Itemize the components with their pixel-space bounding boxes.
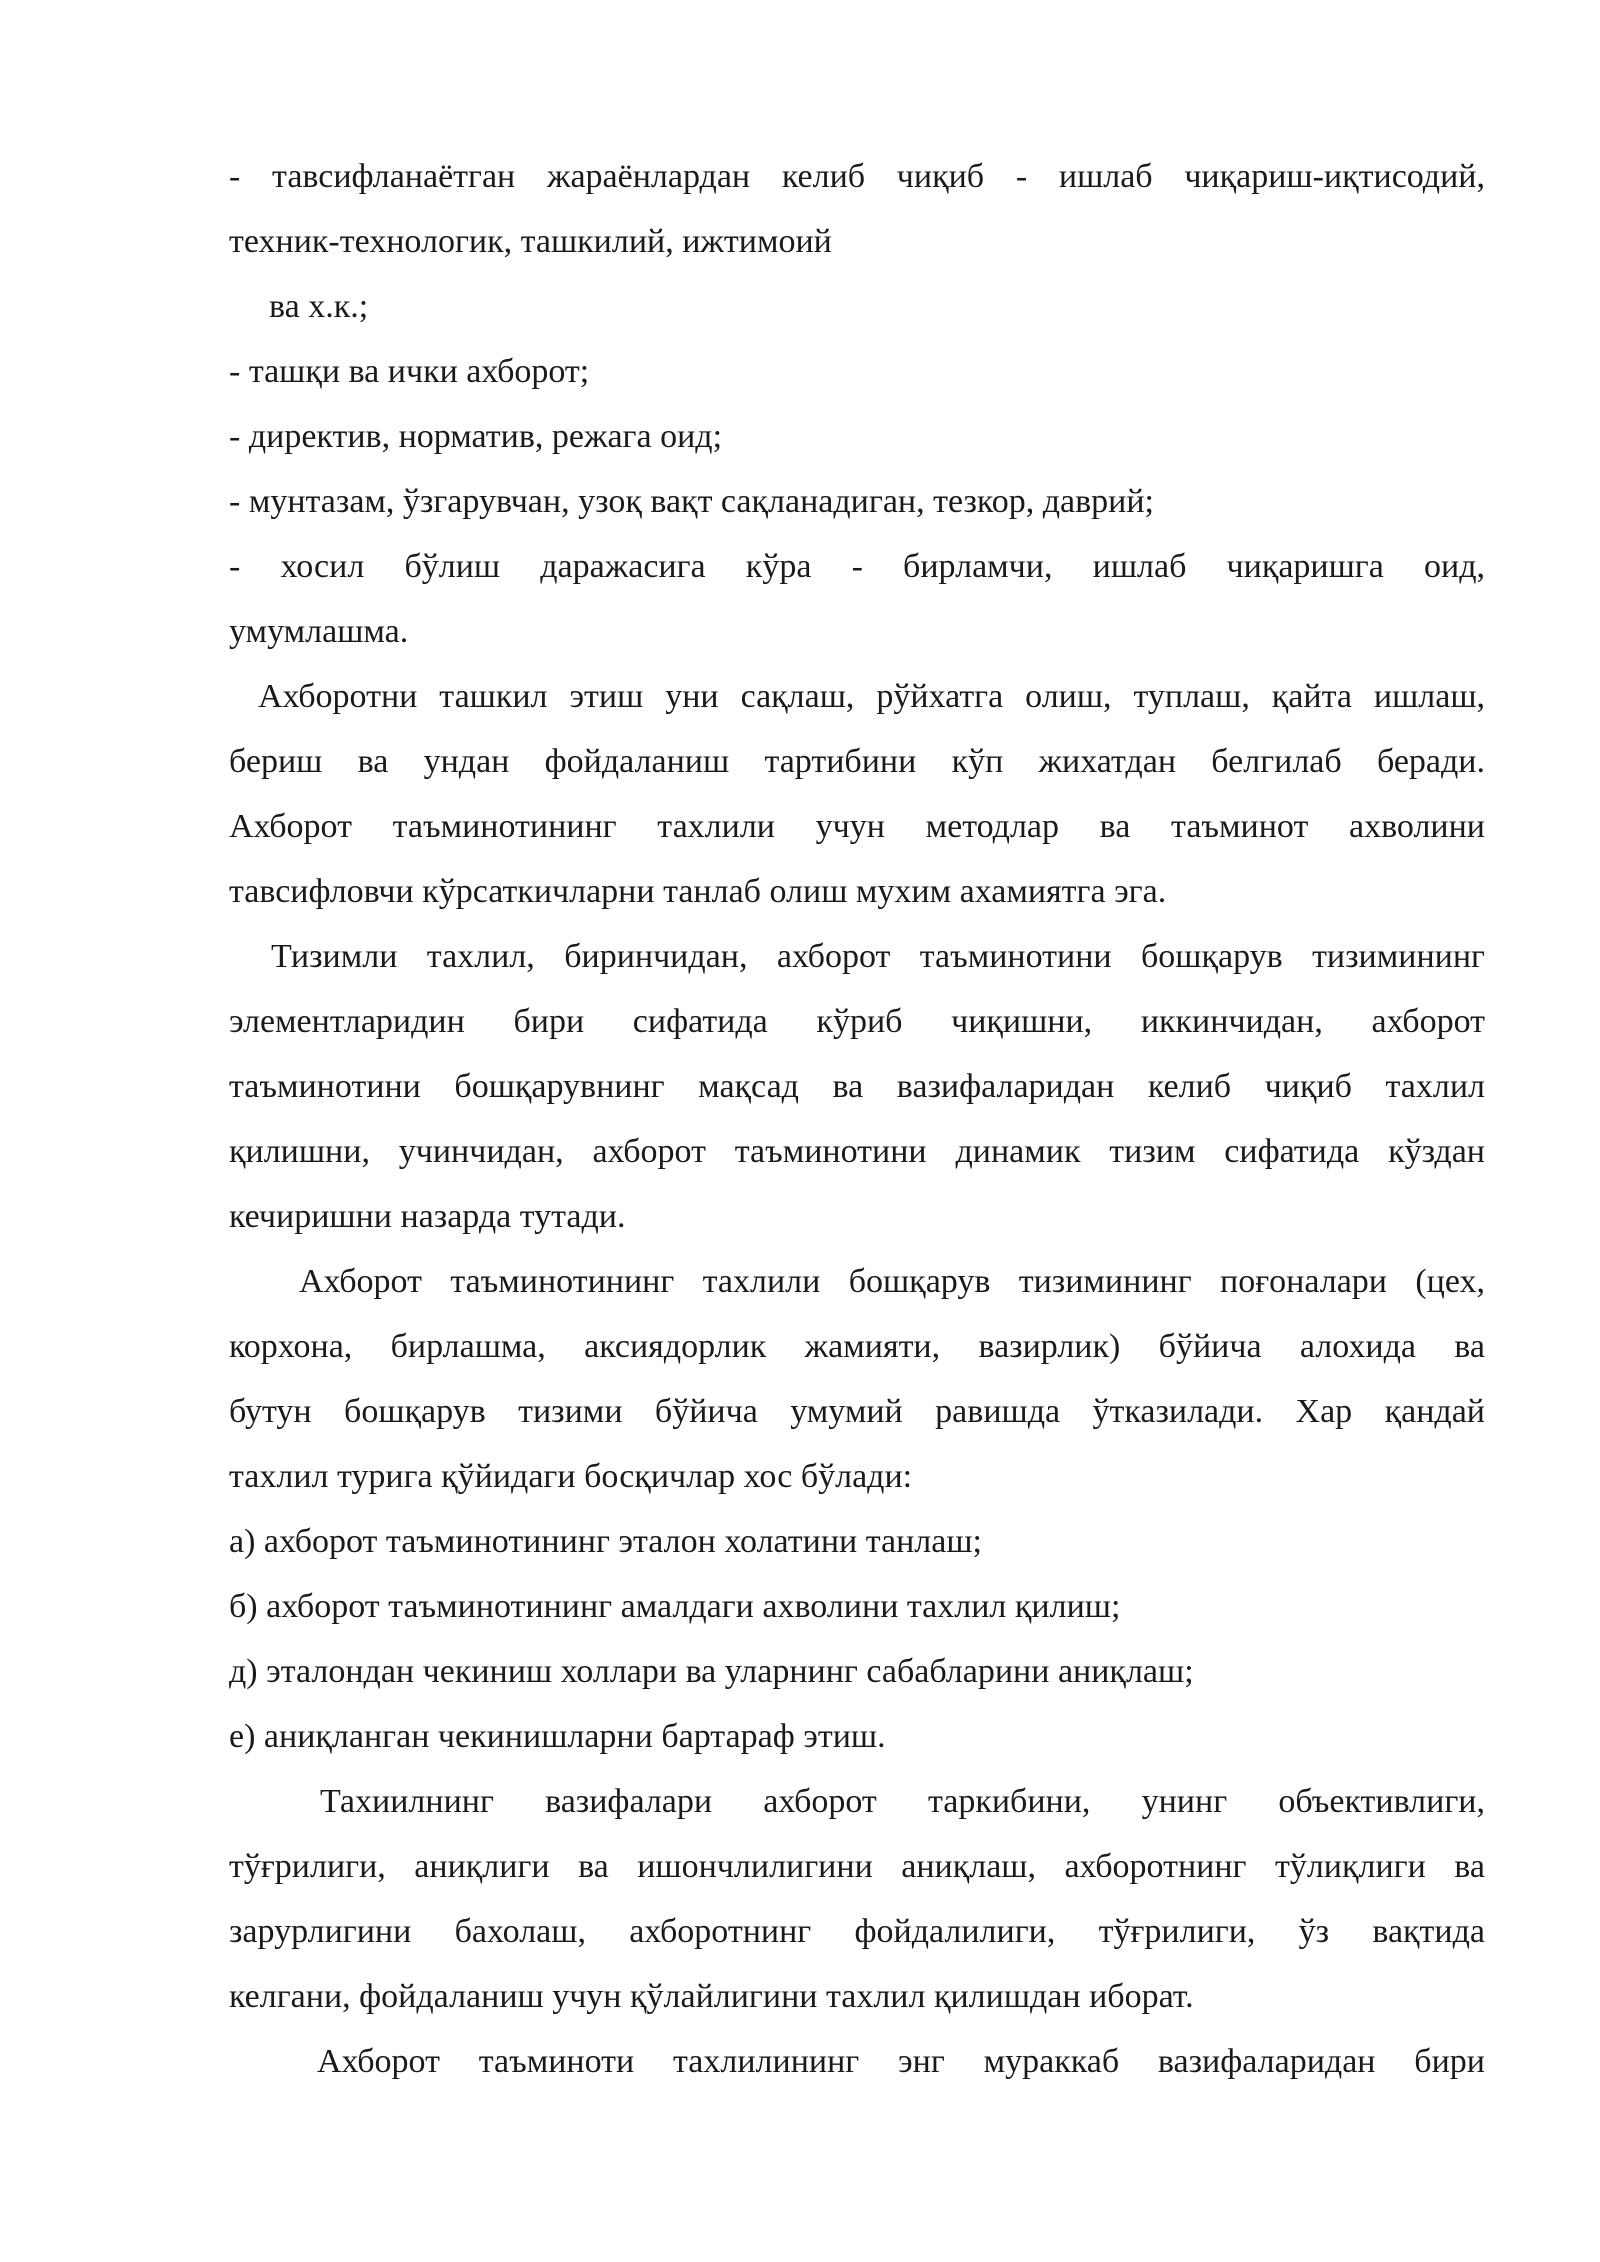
text-line: Тизимли тахлил, биринчидан, ахборот таъминотини бошқарув тизимининг <box>271 938 1485 975</box>
text-line: ва х.к.; <box>269 288 369 325</box>
text-line: бериш ва ундан фойдаланиш тартибини кўп жихатдан белгилаб беради. <box>229 743 1485 780</box>
text-line: - тавсифланаётган жараёнлардан келиб чиқиб - ишлаб чиқариш-иқтисодий, <box>229 158 1485 195</box>
text-line: - ташқи ва ички ахборот; <box>229 353 590 390</box>
text-line: тавсифловчи кўрсаткичларни танлаб олиш мухим ахамиятга эга. <box>229 873 1167 910</box>
text-line: тўғрилиги, аниқлиги ва ишончлилигини аниқлаш, ахборотнинг тўлиқлиги ва <box>229 1848 1485 1885</box>
text-line: Тахиилнинг вазифалари ахборот таркибини, унинг объективлиги, <box>320 1783 1485 1820</box>
text-line: умумлашма. <box>229 613 409 650</box>
text-line: элементларидин бири сифатида кўриб чиқишни, иккинчидан, ахборот <box>229 1003 1485 1040</box>
text-line: Ахборот таъминотининг тахлили учун методлар ва таъминот ахволини <box>229 808 1485 845</box>
text-line: Ахборот таъминоти тахлилининг энг мураккаб вазифаларидан бири <box>317 2043 1485 2080</box>
text-line: б) ахборот таъминотининг амалдаги ахволини тахлил қилиш; <box>229 1588 1121 1625</box>
text-line: таъминотини бошқарувнинг мақсад ва вазифаларидан келиб чиқиб тахлил <box>229 1068 1485 1105</box>
text-line: - мунтазам, ўзгарувчан, узоқ вақт сақланадиган, тезкор, даврий; <box>229 483 1154 520</box>
text-line: техник-технологик, ташкилий, ижтимоий <box>229 223 832 260</box>
text-line: д) эталондан чекиниш холлари ва уларнинг сабабларини аниқлаш; <box>229 1653 1194 1690</box>
text-line: тахлил турига қўйидаги босқичлар хос бўлади: <box>229 1458 913 1495</box>
text-line: қилишни, учинчидан, ахборот таъминотини динамик тизим сифатида кўздан <box>229 1133 1485 1170</box>
text-line: Ахборот таъминотининг тахлили бошқарув тизимининг поғоналари (цех, <box>299 1263 1485 1300</box>
text-line: е) аниқланган чекинишларни бартараф этиш. <box>229 1718 886 1755</box>
text-line: - директив, норматив, режага оид; <box>229 418 723 455</box>
text-line: келгани, фойдаланиш учун қўлайлигини тахлил қилишдан иборат. <box>229 1978 1194 2015</box>
text-line: Ахборотни ташкил этиш уни сақлаш, рўйхатга олиш, туплаш, қайта ишлаш, <box>258 678 1485 715</box>
text-line: бутун бошқарув тизими бўйича умумий равишда ўтказилади. Хар қандай <box>229 1393 1485 1430</box>
text-line: кечиришни назарда тутади. <box>229 1198 626 1235</box>
text-line: - хосил бўлиш даражасига кўра - бирламчи, ишлаб чиқаришга оид, <box>229 548 1485 585</box>
text-line: а) ахборот таъминотининг эталон холатини танлаш; <box>229 1523 982 1560</box>
text-line: корхона, бирлашма, аксиядорлик жамияти, вазирлик) бўйича алохида ва <box>229 1328 1485 1365</box>
document-page <box>229 0 1485 2262</box>
text-line: зарурлигини бахолаш, ахборотнинг фойдалилиги, тўғрилиги, ўз вақтида <box>229 1913 1485 1950</box>
